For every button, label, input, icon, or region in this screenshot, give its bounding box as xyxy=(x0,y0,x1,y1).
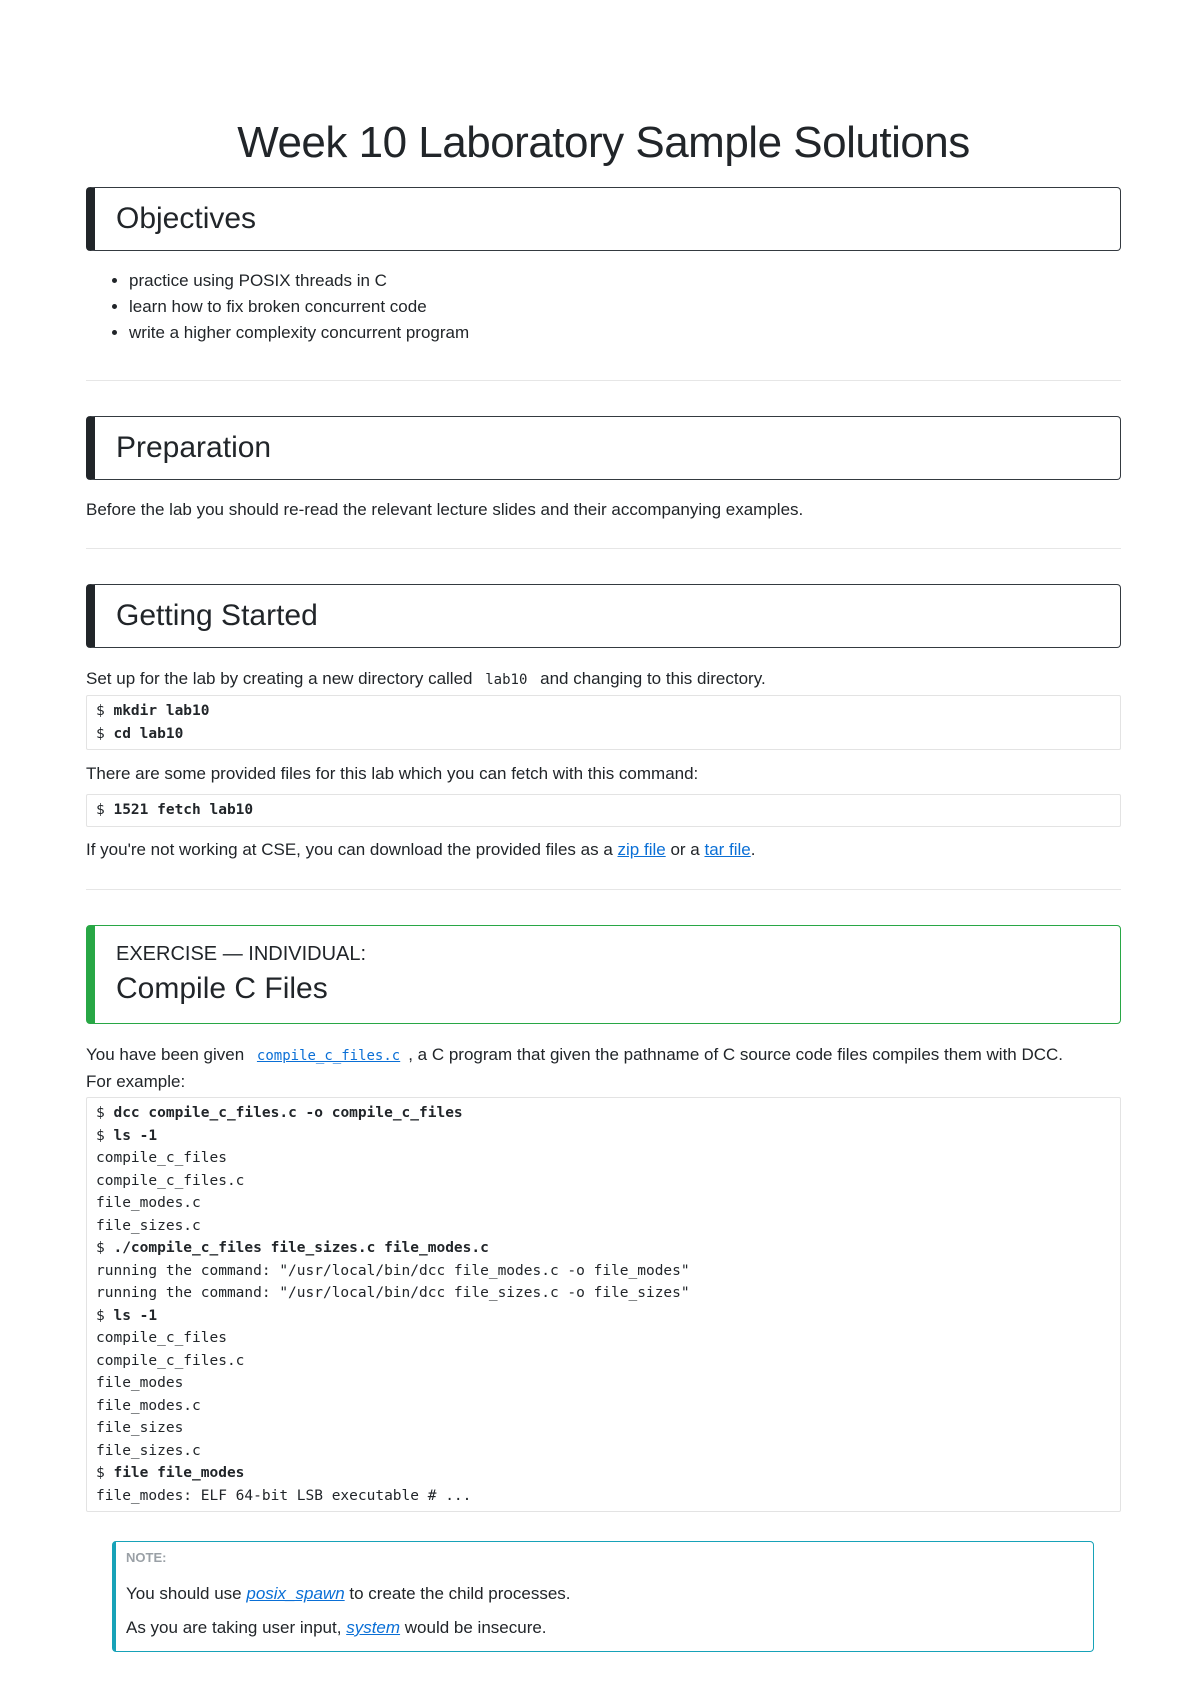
zip-file-link[interactable]: zip file xyxy=(617,840,666,859)
output: file_sizes xyxy=(96,1420,184,1436)
exercise-intro xyxy=(86,1042,1121,1095)
note-text: You should use xyxy=(126,1584,242,1603)
divider xyxy=(86,380,1121,381)
terminal-line xyxy=(96,1170,1111,1193)
preparation-text: Before the lab you should re-read the relevant lecture slides and their accompanying examples. xyxy=(86,500,804,519)
terminal-line xyxy=(96,1305,1111,1328)
output: file_sizes.c xyxy=(96,1217,201,1234)
output: compile_c_files.c xyxy=(96,1172,245,1189)
command: ./compile_c_files file_sizes.c file_modes.c xyxy=(113,1240,489,1256)
prompt: $ xyxy=(96,1127,105,1144)
intro-text: and changing to this directory. xyxy=(540,669,766,688)
note-line-2 xyxy=(126,1615,1083,1641)
objective-item: • write a higher complexity concurrent program xyxy=(129,320,469,346)
terminal-line xyxy=(96,1125,1111,1148)
output: compile_c_files xyxy=(96,1330,227,1346)
output: file_modes.c xyxy=(96,1397,201,1414)
divider xyxy=(86,889,1121,890)
output: running the command: "/usr/local/bin/dcc file_modes.c -o file_modes" xyxy=(96,1262,690,1279)
exercise-kicker: EXERCISE — INDIVIDUAL: xyxy=(116,943,367,965)
note-box xyxy=(112,1541,1094,1652)
terminal-line xyxy=(96,1192,1111,1215)
output: file_modes.c xyxy=(96,1195,201,1211)
download-text-part: . xyxy=(750,840,756,859)
objectives-header xyxy=(86,187,1121,251)
objectives-list xyxy=(86,268,469,346)
download-text xyxy=(86,837,1121,863)
terminal-line xyxy=(96,1485,1111,1508)
terminal-line xyxy=(96,1417,1111,1440)
output: compile_c_files xyxy=(96,1150,227,1166)
posix-spawn-link[interactable]: posix_spawn xyxy=(246,1584,345,1603)
terminal-line xyxy=(96,1395,1111,1418)
system-link[interactable]: system xyxy=(346,1618,401,1637)
objective-item: • learn how to fix broken concurrent code xyxy=(129,294,469,320)
terminal-line xyxy=(96,1237,1111,1260)
note-text: As you are taking user input, xyxy=(126,1618,342,1637)
exercise-intro-part: For example: xyxy=(86,1072,186,1091)
exercise-header xyxy=(86,925,1121,1024)
output: file_modes xyxy=(96,1375,184,1391)
prompt: $ xyxy=(96,725,105,742)
download-text-part: If you're not working at CSE, you can download the provided files as a xyxy=(86,840,613,859)
preparation-header xyxy=(86,416,1121,480)
command: 1521 fetch lab10 xyxy=(113,802,254,818)
note-line-1 xyxy=(126,1581,1083,1607)
note-label: NOTE: xyxy=(126,1550,167,1565)
command: cd lab10 xyxy=(113,725,184,742)
fetch-text: There are some provided files for this lab which you can fetch with this command: xyxy=(86,764,699,783)
fetch-command-block xyxy=(86,794,1121,827)
terminal-line xyxy=(96,700,1111,723)
exercise-heading: Compile C Files xyxy=(116,972,328,1005)
prompt: $ xyxy=(96,1240,105,1256)
getting-started-heading: Getting Started xyxy=(116,599,318,632)
command: file file_modes xyxy=(113,1465,245,1481)
intro-text: Set up for the lab by creating a new directory called xyxy=(86,669,473,688)
terminal-line xyxy=(96,723,1111,746)
command: mkdir lab10 xyxy=(113,703,210,719)
terminal-line xyxy=(96,1462,1111,1485)
compile-c-files-link[interactable]: compile_c_files.c xyxy=(256,1048,401,1064)
preparation-heading: Preparation xyxy=(116,431,272,464)
download-text-part: or a xyxy=(670,840,700,859)
terminal-line xyxy=(96,1350,1111,1373)
prompt: $ xyxy=(96,1105,105,1121)
output: compile_c_files.c xyxy=(96,1352,245,1369)
command: ls -1 xyxy=(113,1307,158,1324)
note-text: to create the child processes. xyxy=(349,1584,571,1603)
objectives-heading: Objectives xyxy=(116,202,257,235)
terminal-example-block xyxy=(86,1097,1121,1512)
objective-item: • practice using POSIX threads in C xyxy=(129,268,469,294)
terminal-line xyxy=(96,1215,1111,1238)
command: ls -1 xyxy=(113,1127,158,1144)
output: running the command: "/usr/local/bin/dcc file_sizes.c -o file_sizes" xyxy=(96,1285,690,1301)
getting-started-intro xyxy=(86,666,1121,693)
terminal-line xyxy=(96,1260,1111,1283)
prompt: $ xyxy=(96,1465,105,1481)
terminal-line xyxy=(96,1440,1111,1463)
tar-file-link[interactable]: tar file xyxy=(704,840,751,859)
divider xyxy=(86,548,1121,549)
output: file_modes: ELF 64-bit LSB executable # ... xyxy=(96,1487,472,1504)
dir-name-code: lab10 xyxy=(485,672,528,688)
terminal-line xyxy=(96,1147,1111,1170)
prompt: $ xyxy=(96,1307,105,1324)
terminal-line xyxy=(96,1282,1111,1305)
getting-started-header xyxy=(86,584,1121,648)
prompt: $ xyxy=(96,802,105,818)
prompt: $ xyxy=(96,703,105,719)
note-text: would be insecure. xyxy=(404,1618,547,1637)
output: file_sizes.c xyxy=(96,1442,201,1459)
terminal-line xyxy=(96,1327,1111,1350)
setup-commands-block xyxy=(86,695,1121,750)
terminal-line xyxy=(96,1372,1111,1395)
command: dcc compile_c_files.c -o compile_c_files xyxy=(113,1105,463,1121)
exercise-intro-part: , a C program that given the pathname of C source code files compiles them with DCC. xyxy=(408,1045,1064,1064)
terminal-line xyxy=(96,1102,1111,1125)
page-title: Week 10 Laboratory Sample Solutions xyxy=(237,118,970,167)
exercise-intro-part: You have been given xyxy=(86,1045,245,1064)
